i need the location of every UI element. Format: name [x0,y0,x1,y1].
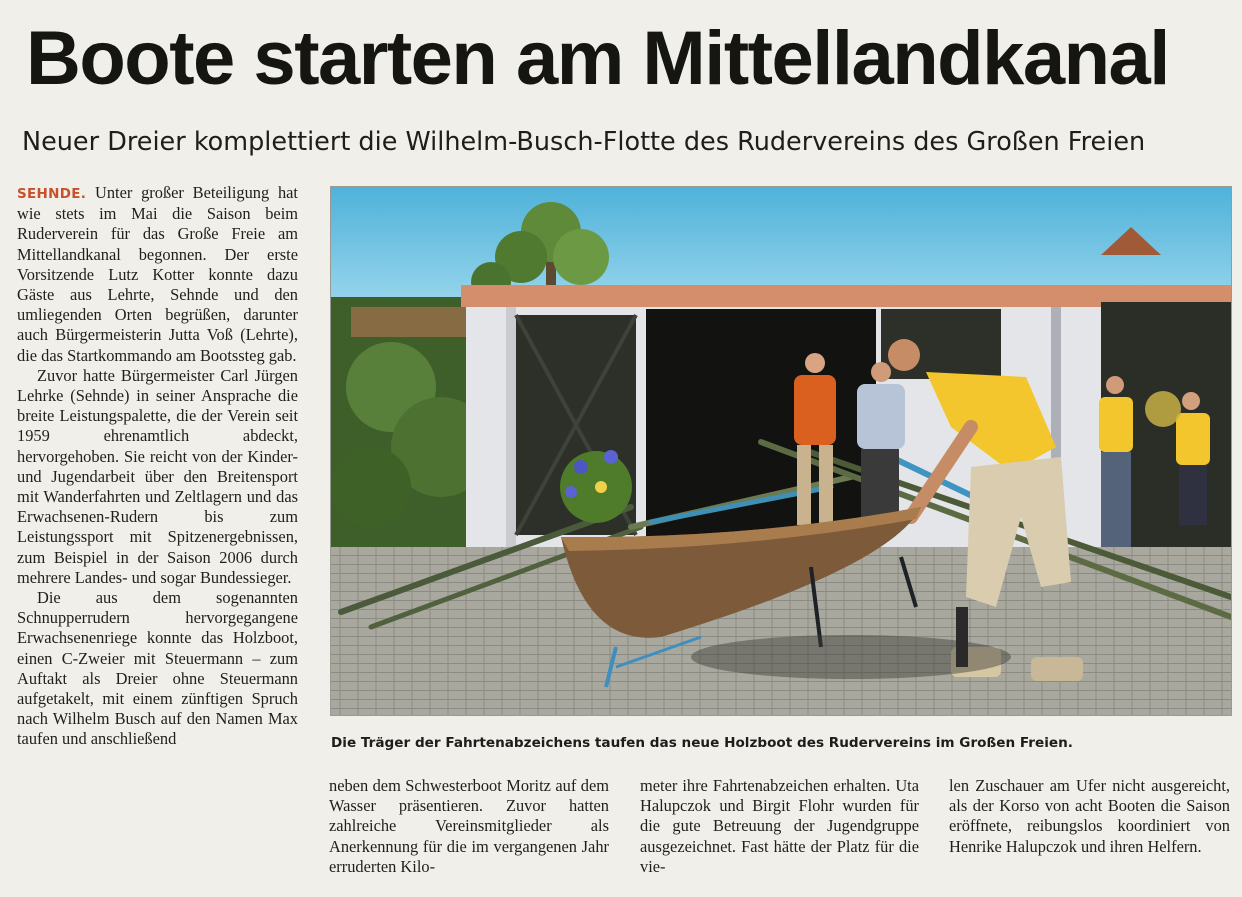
headline: Boote starten am Mittellandkanal [26,16,1169,101]
garage-opening [646,309,876,539]
article-column-3 [640,776,919,877]
person-yellow-right-1 [1099,376,1133,547]
paragraph-3: Die aus dem sogenannten Schnupperrudern hervorgegangene Erwachsenenriege konnte das Holzboot, einen C-Zweier mit Steuermann – zum Auftakt als Dreier ohne Steuermann aufgetakelt, mit einem zünftigen Spruch nach Wilhelm Busch auf den Namen Max taufen und anschließend [17,588,298,749]
person-plaid [857,362,905,519]
column-4-text: len Zuschauer am Ufer nicht ausgereicht, als der Korso von acht Booten die Saison eröffnete, reibungslos koordiniert von Henrike Halupczok und ihren Helfern. [949,776,1230,856]
subheadline: Neuer Dreier komplettiert die Wilhelm-Busch-Flotte des Rudervereins des Großen Freien [22,127,1146,157]
article-photo [330,186,1232,716]
paragraph-2: Zuvor hatte Bürgermeister Carl Jürgen Lehrke (Sehnde) in seiner Ansprache die breite Leistungspalette, die der Verein seit 1959 ehrenamtlich abdeckt, hervorgehoben. Sie reicht von der Kinder- und Jugendarbeit über den Breitensport mit Wanderfahrten und Zeltlagern und das Erwachsenen-Rudern bis zum Leistungssport mit Spitzenergebnissen, zum Beispiel in der Saison 2006 durch mehrere Landes- und sogar Bundessieger. [17,365,298,587]
photo-caption: Die Träger der Fahrtenabzeichens taufen das neue Holzboot des Rudervereins im Großen Freien. [331,735,1073,751]
paragraph-1-text: Unter großer Beteiligung hat wie stets im Mai die Saison beim Ruderverein für das Große Freie am Mittellandkanal begonnen. Der erste Vorsitzende Lutz Kotter konnte dazu Gäste aus Lehrte, Sehnde und den umliegenden Orten begrüßen, darunter auch Bürgermeisterin Jutta Voß (Lehrte), die das Startkommando am Bootssteg gab. [17,183,298,365]
photo-illustration [331,187,1231,715]
article-column-4 [949,776,1230,857]
paragraph-1 [17,183,298,366]
article-column-1 [17,183,298,883]
column-3-text: meter ihre Fahrtenabzeichen erhalten. Uta Halupczok und Birgit Flohr wurden für die gute Betreuung der Jugendgruppe ausgezeichnet. Fast hätte der Platz für die vie- [640,776,919,876]
column-2-text: neben dem Schwesterboot Moritz auf dem Wasser präsentieren. Zuvor hatten zahlreiche Vereinsmitglieder als Anerkennung für die im vergangenen Jahr erruderten Kilo- [329,776,609,876]
dateline: SEHNDE. [17,186,87,202]
article-column-2 [329,776,609,877]
